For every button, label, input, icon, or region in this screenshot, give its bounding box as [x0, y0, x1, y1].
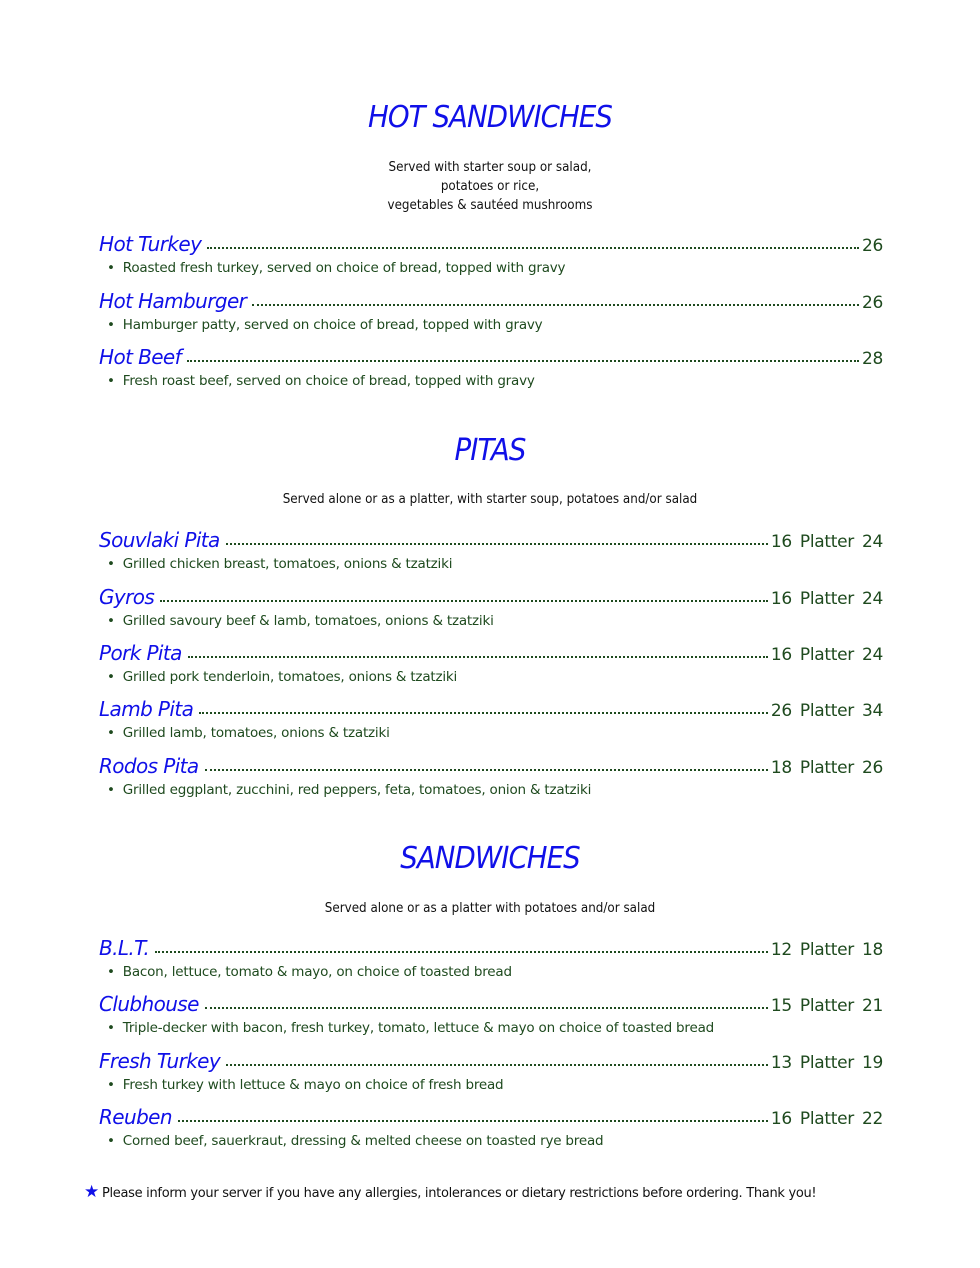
item-price: [771, 940, 883, 960]
item-name: Hot Hamburger: [99, 289, 247, 313]
platter-label: Platter: [799, 758, 854, 778]
item-description-text: Roasted fresh turkey, served on choice of bread, topped with gravy: [122, 260, 566, 276]
platter-label: Platter: [799, 701, 854, 721]
bullet-icon: •: [107, 317, 115, 333]
single-price: 16: [770, 1109, 792, 1129]
single-price: 12: [770, 940, 792, 960]
star-icon: ★: [84, 1182, 99, 1202]
subtitle-line: potatoes or rice,: [440, 179, 540, 194]
single-price: 26: [770, 701, 792, 721]
menu-item-blt: [99, 936, 883, 980]
dot-leader: [160, 600, 768, 602]
item-description: [99, 317, 883, 333]
menu-item-lamb-pita: [99, 697, 883, 741]
item-name: Gyros: [99, 585, 155, 609]
section-title-sandwiches: SANDWICHES: [400, 841, 580, 876]
item-description: [99, 1133, 883, 1149]
menu-item-souvlaki-pita: [99, 528, 883, 572]
item-name: Pork Pita: [99, 641, 182, 665]
section-subtitle-pitas: [39, 490, 941, 509]
menu-item-pork-pita: [99, 641, 883, 685]
item-price: [771, 532, 883, 552]
menu-item-fresh-turkey: [99, 1049, 883, 1093]
bullet-icon: •: [107, 1020, 115, 1036]
single-price: 15: [770, 996, 792, 1016]
item-description: [99, 1077, 883, 1093]
single-price: 18: [770, 758, 792, 778]
item-description-text: Bacon, lettuce, tomato & mayo, on choice of toasted bread: [122, 964, 512, 980]
platter-label: Platter: [799, 645, 854, 665]
item-description: [99, 260, 883, 276]
item-name: Fresh Turkey: [99, 1049, 221, 1073]
bullet-icon: •: [107, 782, 115, 798]
item-description-text: Grilled lamb, tomatoes, onions & tzatziki: [122, 725, 390, 741]
platter-label: Platter: [799, 996, 854, 1016]
item-price: [771, 1109, 883, 1129]
dot-leader: [199, 712, 768, 714]
item-description-text: Fresh turkey with lettuce & mayo on choice of fresh bread: [122, 1077, 504, 1093]
item-name: Hot Turkey: [99, 232, 202, 256]
menu-item-hot-beef: [99, 345, 883, 389]
section-title-hot-sandwiches: HOT SANDWICHES: [368, 100, 612, 135]
item-name: Clubhouse: [99, 992, 199, 1016]
section-title-pitas: PITAS: [454, 433, 526, 468]
dot-leader: [178, 1120, 768, 1122]
item-price: [771, 1053, 883, 1073]
subtitle-line: Served with starter soup or salad,: [388, 160, 592, 175]
platter-price: 24: [861, 645, 883, 665]
item-description: [99, 725, 883, 741]
item-price: 26: [861, 293, 883, 313]
allergy-notice-text: Please inform your server if you have any allergies, intolerances or dietary restrictions before ordering. Thank you!: [101, 1186, 817, 1201]
dot-leader: [226, 543, 768, 545]
item-price: [771, 758, 883, 778]
item-price: [771, 996, 883, 1016]
item-price: 28: [861, 349, 883, 369]
item-name: Hot Beef: [99, 345, 182, 369]
item-name: Souvlaki Pita: [99, 528, 220, 552]
item-description: [99, 556, 883, 572]
platter-label: Platter: [799, 532, 854, 552]
platter-price: 21: [861, 996, 883, 1016]
platter-price: 18: [861, 940, 883, 960]
section-subtitle-hot-sandwiches: [39, 158, 941, 215]
item-description: [99, 669, 883, 685]
platter-price: 24: [861, 532, 883, 552]
single-price: 16: [770, 645, 792, 665]
item-description-text: Corned beef, sauerkraut, dressing & melted cheese on toasted rye bread: [122, 1133, 604, 1149]
item-description: [99, 964, 883, 980]
item-description-text: Triple-decker with bacon, fresh turkey, tomato, lettuce & mayo on choice of toasted bread: [122, 1020, 715, 1036]
bullet-icon: •: [107, 1077, 115, 1093]
platter-price: 22: [861, 1109, 883, 1129]
item-description-text: Grilled pork tenderloin, tomatoes, onions & tzatziki: [122, 669, 458, 685]
menu-item-gyros: [99, 585, 883, 629]
platter-label: Platter: [799, 940, 854, 960]
dot-leader: [252, 304, 859, 306]
bullet-icon: •: [107, 669, 115, 685]
platter-label: Platter: [799, 589, 854, 609]
platter-label: Platter: [799, 1109, 854, 1129]
dot-leader: [226, 1064, 768, 1066]
bullet-icon: •: [107, 613, 115, 629]
dot-leader: [205, 769, 768, 771]
menu-item-rodos-pita: [99, 754, 883, 798]
item-description: [99, 782, 883, 798]
bullet-icon: •: [107, 725, 115, 741]
platter-label: Platter: [799, 1053, 854, 1073]
platter-price: 34: [861, 701, 883, 721]
menu-item-clubhouse: [99, 992, 883, 1036]
single-price: 13: [770, 1053, 792, 1073]
dot-leader: [155, 951, 768, 953]
item-description-text: Grilled savoury beef & lamb, tomatoes, onions & tzatziki: [122, 613, 494, 629]
single-price: 16: [770, 532, 792, 552]
item-description-text: Grilled eggplant, zucchini, red peppers, feta, tomatoes, onion & tzatziki: [122, 782, 592, 798]
item-price: [771, 645, 883, 665]
bullet-icon: •: [107, 1133, 115, 1149]
menu-item-reuben: [99, 1105, 883, 1149]
platter-price: 26: [861, 758, 883, 778]
menu-item-hot-turkey: [99, 232, 883, 276]
item-description-text: Fresh roast beef, served on choice of bread, topped with gravy: [122, 373, 535, 389]
subtitle-line: Served alone or as a platter with potatoes and/or salad: [324, 901, 656, 916]
dot-leader: [187, 360, 859, 362]
dot-leader: [205, 1007, 768, 1009]
platter-price: 24: [861, 589, 883, 609]
bullet-icon: •: [107, 373, 115, 389]
item-price: [771, 589, 883, 609]
platter-price: 19: [861, 1053, 883, 1073]
item-description-text: Grilled chicken breast, tomatoes, onions & tzatziki: [122, 556, 453, 572]
bullet-icon: •: [107, 556, 115, 572]
item-name: B.L.T.: [99, 936, 150, 960]
dot-leader: [188, 656, 768, 658]
item-price: [771, 701, 883, 721]
item-description: [99, 613, 883, 629]
item-description: [99, 373, 883, 389]
item-description: [99, 1020, 883, 1036]
subtitle-line: Served alone or as a platter, with starter soup, potatoes and/or salad: [282, 492, 698, 507]
allergy-notice: [84, 1182, 904, 1202]
section-subtitle-sandwiches: [39, 899, 941, 918]
item-name: Reuben: [99, 1105, 172, 1129]
item-name: Lamb Pita: [99, 697, 194, 721]
menu-item-hot-hamburger: [99, 289, 883, 333]
subtitle-line: vegetables & sautéed mushrooms: [387, 198, 593, 213]
item-name: Rodos Pita: [99, 754, 199, 778]
item-price: 26: [861, 236, 883, 256]
item-description-text: Hamburger patty, served on choice of bread, topped with gravy: [122, 317, 543, 333]
single-price: 16: [770, 589, 792, 609]
dot-leader: [207, 247, 859, 249]
bullet-icon: •: [107, 964, 115, 980]
bullet-icon: •: [107, 260, 115, 276]
